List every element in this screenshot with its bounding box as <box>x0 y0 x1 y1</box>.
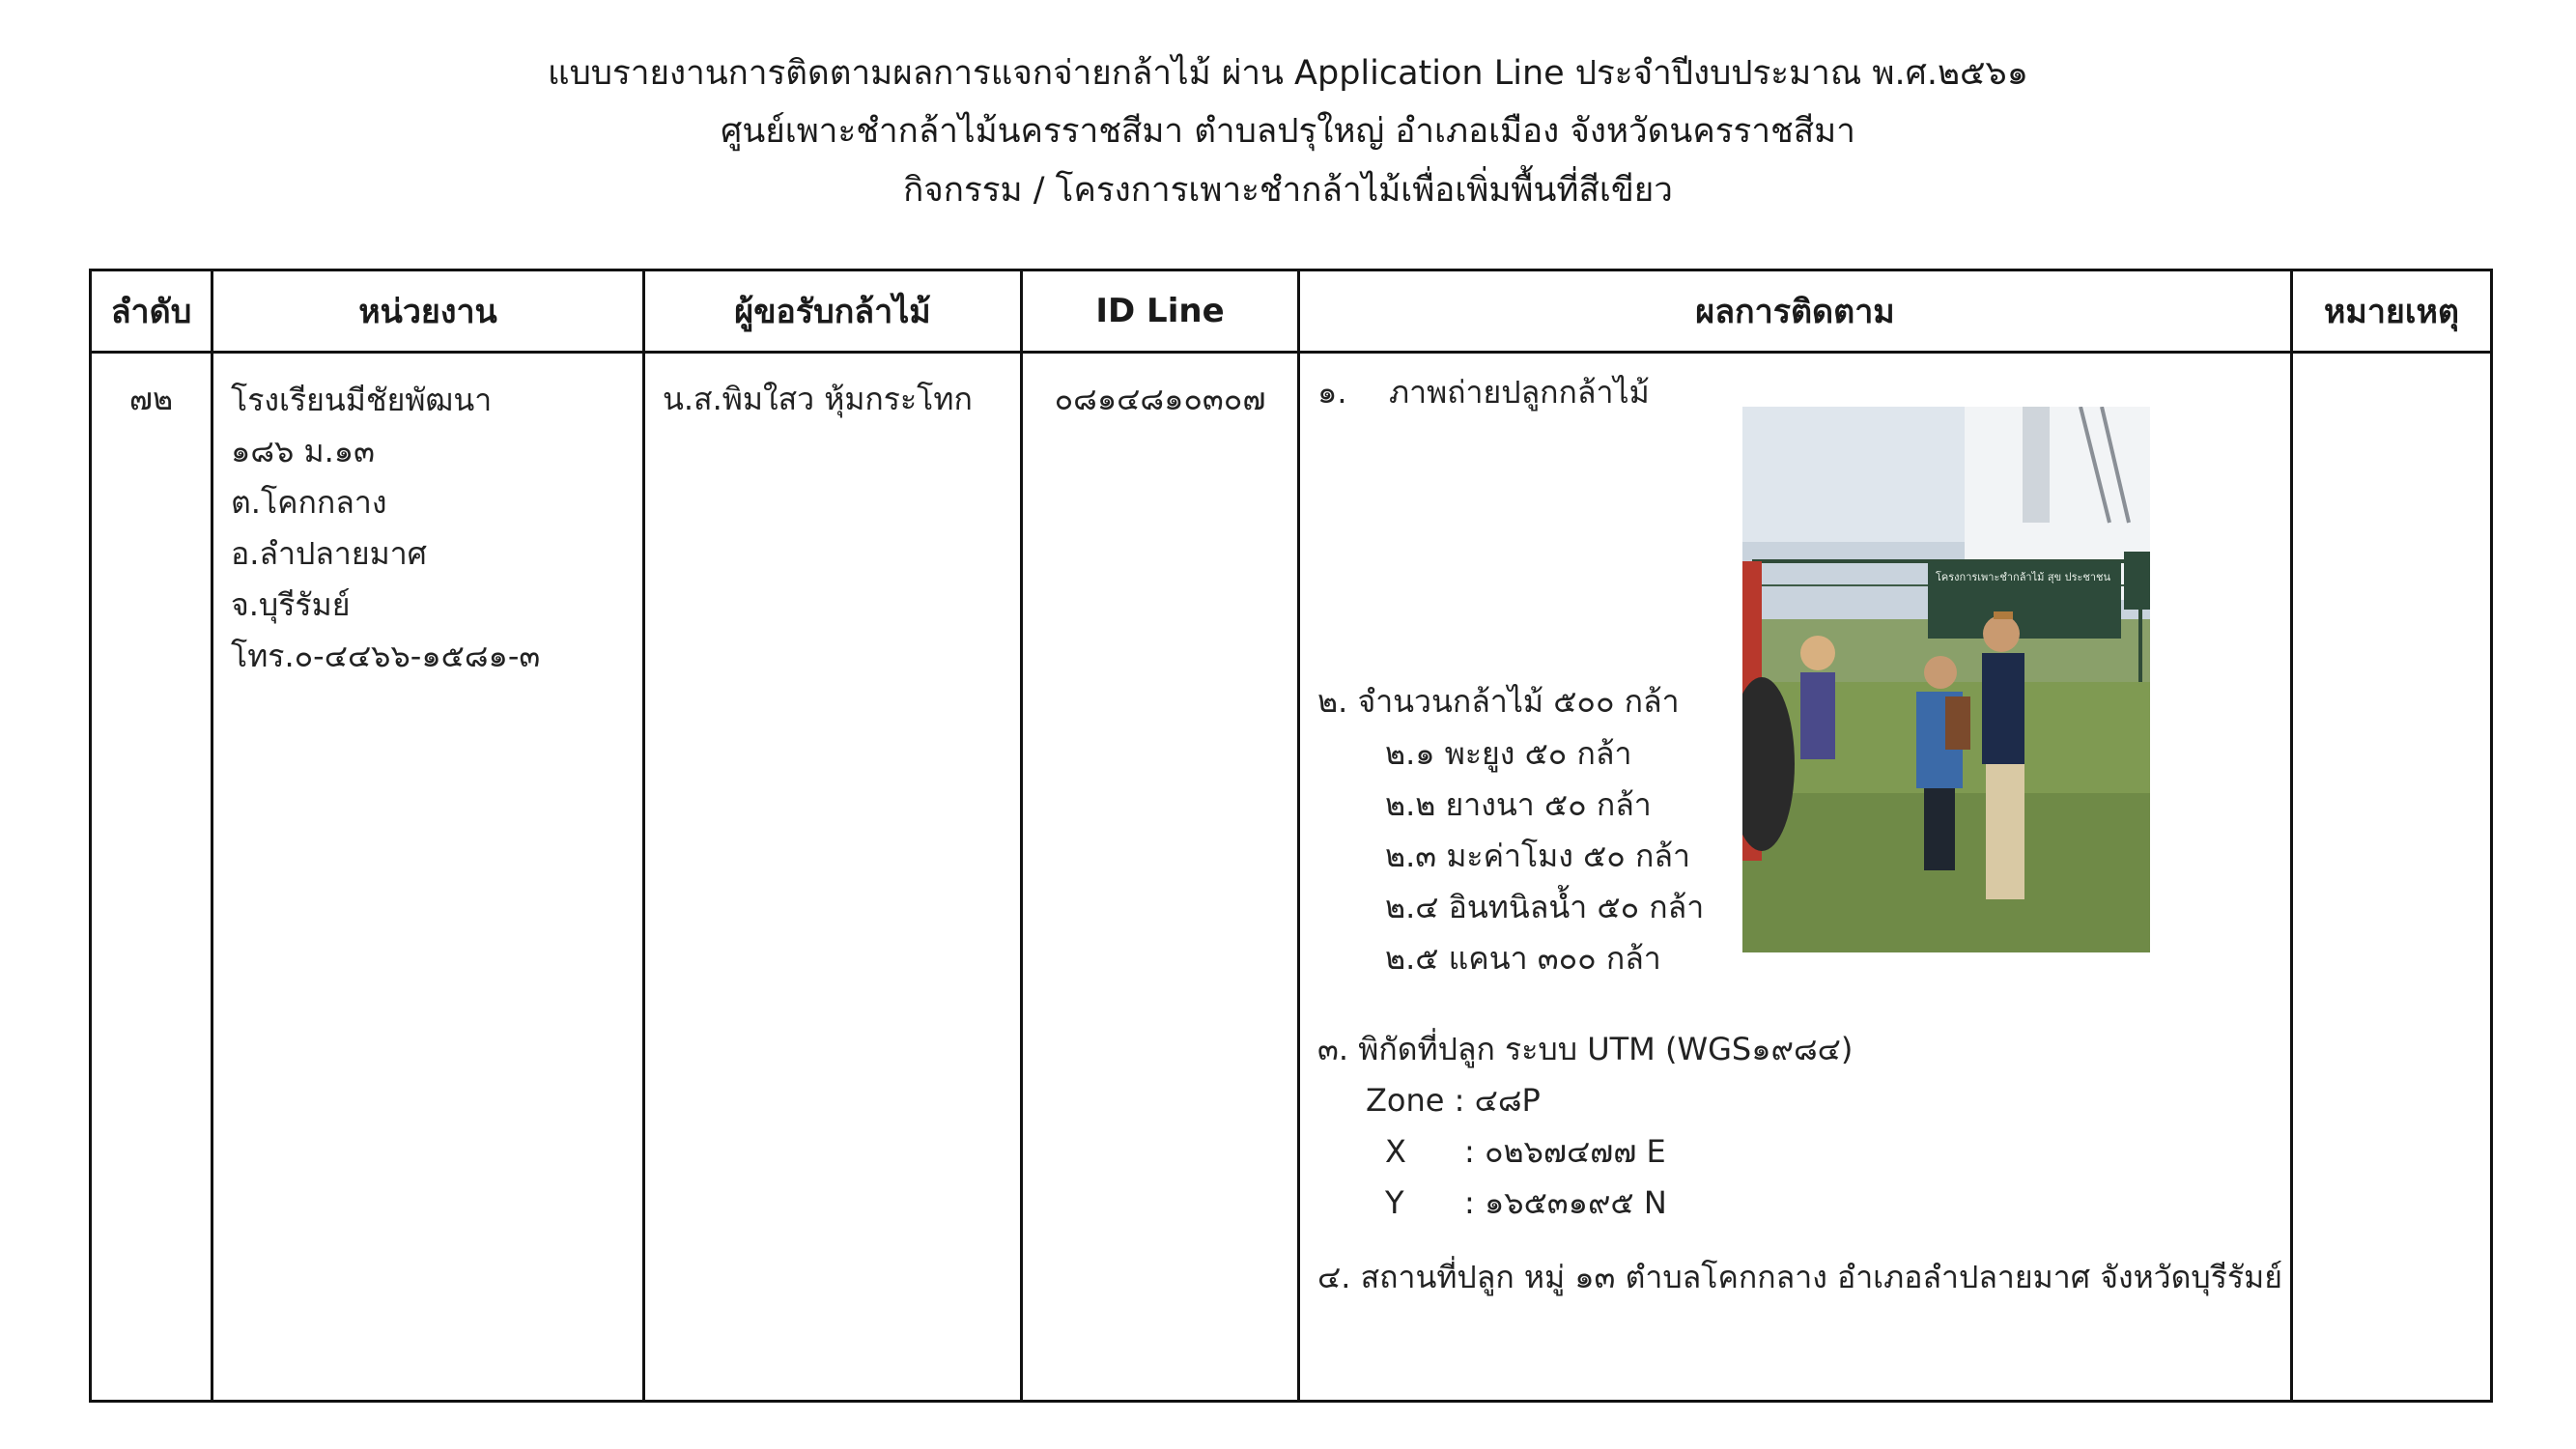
col-header-unit: หน่วยงาน <box>212 270 644 353</box>
table-header-row <box>91 270 2492 353</box>
result-x-label: X <box>1385 1133 1406 1170</box>
unit-province: จ.บุรีรัมย์ <box>231 586 351 623</box>
result-species-1: ๒.๑ พะยูง ๕๐ กล้า <box>1385 735 1632 772</box>
cell-unit <box>212 353 644 1402</box>
result-y-label: Y <box>1385 1184 1404 1221</box>
cell-seq: ๗๒ <box>91 353 212 1402</box>
result-item4-location: ๔. สถานที่ปลูก หมู่ ๑๓ ตำบลโคกกลาง อำเภอลำปลายมาศ จังหวัดบุรีรัมย์ <box>1317 1259 2282 1295</box>
report-subtitle-activity: กิจกรรม / โครงการเพาะชำกล้าไม้เพื่อเพิ่มพื้นที่สีเขียว <box>903 171 1673 210</box>
col-header-result: ผลการติดตาม <box>1299 270 2292 353</box>
result-zone: Zone : ๔๘P <box>1366 1082 1541 1119</box>
unit-name: โรงเรียนมีชัยพัฒนา <box>231 382 493 418</box>
result-item1-text: ภาพถ่ายปลูกกล้าไม้ <box>1389 374 1650 411</box>
unit-subdistrict: ต.โคกกลาง <box>231 484 387 521</box>
report-subtitle-center: ศูนย์เพาะชำกล้าไม้นครราชสีมา ตำบลปรุใหญ่ อำเภอเมือง จังหวัดนครราชสีมา <box>721 112 1855 151</box>
col-header-seq: ลำดับ <box>91 270 212 353</box>
cell-recipient: น.ส.พิมใสว หุ้มกระโทก <box>644 353 1022 1402</box>
unit-district: อ.ลำปลายมาศ <box>231 535 427 572</box>
table-row <box>91 353 2492 1402</box>
result-y-value: : ๑๖๕๓๑๙๕ N <box>1464 1184 1667 1221</box>
col-header-remark: หมายเหตุ <box>2292 270 2492 353</box>
planting-photo <box>1742 407 2150 952</box>
report-table <box>89 269 2493 1403</box>
cell-id-line: ๐๘๑๔๘๑๐๓๐๗ <box>1022 353 1299 1402</box>
result-species-3: ๒.๓ มะค่าโมง ๕๐ กล้า <box>1385 838 1690 874</box>
unit-phone: โทร.๐-๔๔๖๖-๑๕๘๑-๓ <box>231 638 541 674</box>
result-species-2: ๒.๒ ยางนา ๕๐ กล้า <box>1385 786 1652 823</box>
planting-photo-image <box>1742 407 2150 952</box>
cell-remark <box>2292 353 2492 1402</box>
report-title: แบบรายงานการติดตามผลการแจกจ่ายกล้าไม้ ผ่าน Application Line ประจำปีงบประมาณ พ.ศ.๒๕๖๑ <box>548 54 2028 93</box>
cell-result <box>1299 353 2292 1402</box>
result-species-4: ๒.๔ อินทนิลน้ำ ๕๐ กล้า <box>1385 889 1705 925</box>
col-header-id-line: ID Line <box>1022 270 1299 353</box>
result-x-value: : ๐๒๖๗๔๗๗ E <box>1464 1133 1666 1170</box>
result-species-5: ๒.๕ แคนา ๓๐๐ กล้า <box>1385 940 1661 977</box>
photo-board-text: โครงการเพาะชำกล้าไม้ สุข ประชาชน <box>1936 571 2111 583</box>
result-item2-total: ๒. จำนวนกล้าไม้ ๕๐๐ กล้า <box>1317 683 1680 720</box>
col-header-recipient: ผู้ขอรับกล้าไม้ <box>644 270 1022 353</box>
result-item3-coordinates: ๓. พิกัดที่ปลูก ระบบ UTM (WGS๑๙๘๔) <box>1317 1031 1854 1067</box>
unit-address: ๑๘๖ ม.๑๓ <box>231 433 375 469</box>
result-item1-number: ๑. <box>1317 374 1347 411</box>
